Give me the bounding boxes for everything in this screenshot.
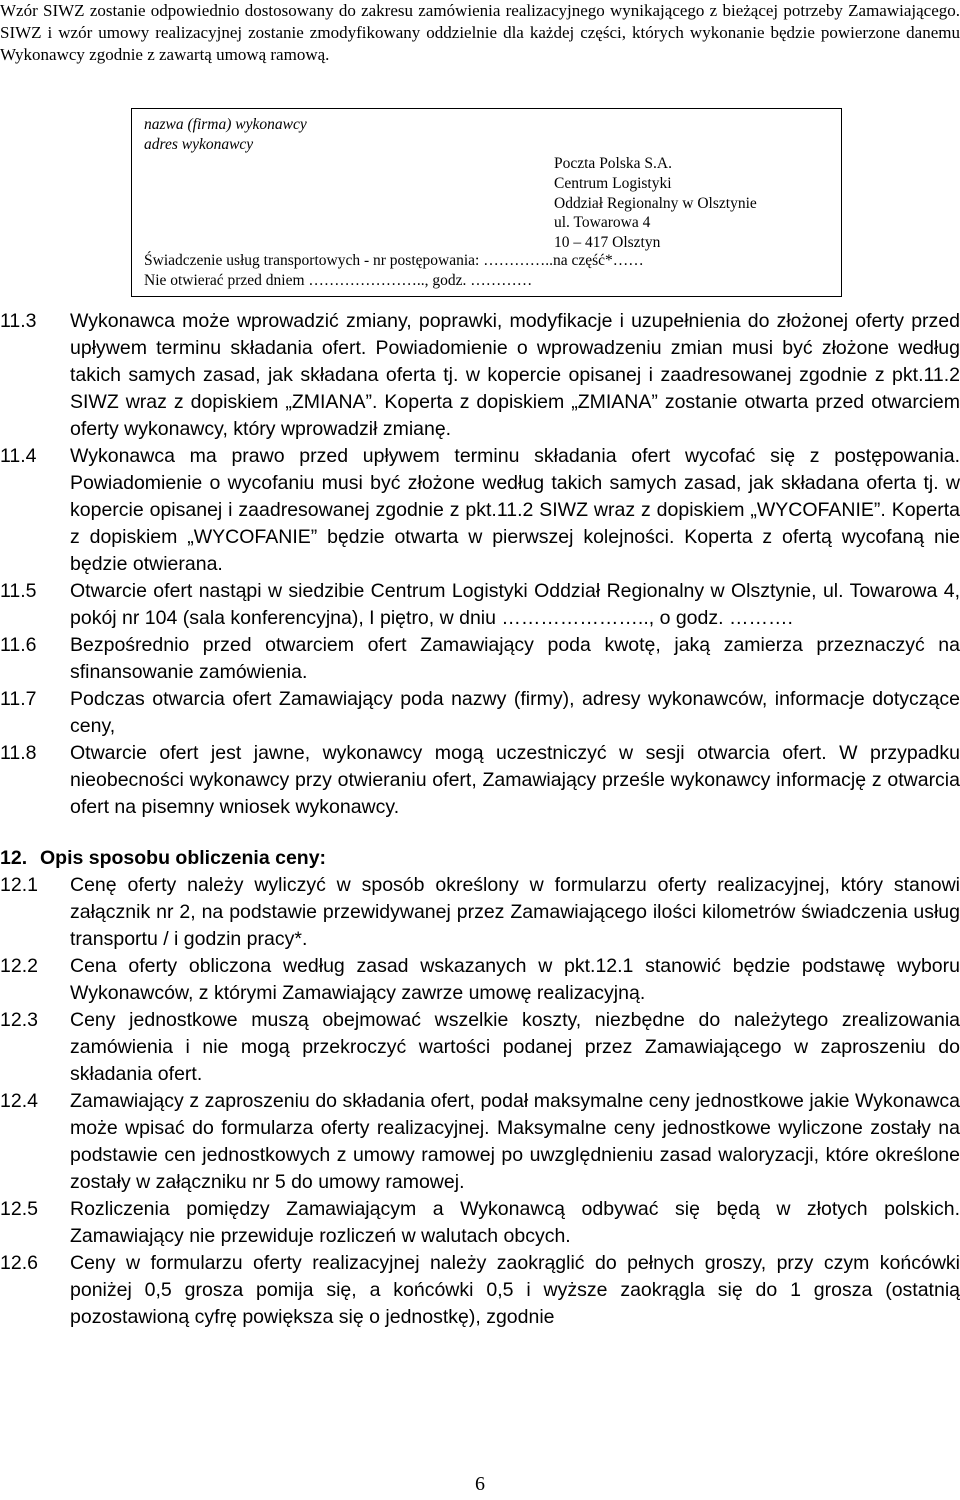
item-number: 12.3	[0, 1009, 38, 1031]
item-text: Ceny jednostkowe muszą obejmować wszelkie koszty, niezbędne do należytego zrealizowania zamówienia i nie mogą przekroczyć wartości podanej przez Zamawiającego w zaproszeniu do składania ofert.	[70, 1009, 960, 1085]
item-number: 11.4	[0, 445, 37, 467]
item-text: Wykonawca może wprowadzić zmiany, poprawki, modyfikacje i uzupełnienia do złożonej oferty przed upływem terminu składania ofert. Powiadomienie o wprowadzeniu zmian musi być złożone według takich samych zasad, jak składana oferta tj. w kopercie opisanej i zaadresowanej zgodnie z pkt.11.2 SIWZ wraz z dopiskiem „ZMIANA”. Koperta z dopiskiem „ZMIANA” zostanie otwarta przed otwarciem oferty wykonawcy, który wprowadził zmianę.	[70, 310, 960, 440]
item-text: Zamawiający z zaproszeniu do składania ofert, podał maksymalne ceny jednostkowe jakie Wykonawca może wpisać do formularza oferty realizacyjnej. Maksymalne ceny jednostkowe wyliczone zostały na podstawie cen jednostkowych z umowy ramowej po uwzględnieniu zasad waloryzacji, które określone zostały w załączniku nr 5 do umowy ramowej.	[70, 1090, 960, 1193]
envelope-template	[131, 108, 842, 297]
envelope-subject-block	[144, 251, 644, 291]
envelope-do-not-open: Nie otwierać przed dniem ………………….., godz. …………	[144, 271, 533, 289]
page-number: 6	[475, 1473, 485, 1495]
item-number: 11.5	[0, 580, 37, 602]
sender-name: nazwa (firma) wykonawcy	[144, 116, 307, 133]
envelope-subject: Świadczenie usług transportowych - nr postępowania: …………..na część*……	[144, 252, 644, 269]
item-text: Rozliczenia pomiędzy Zamawiającym a Wykonawcą odbywać się będą w złotych polskich. Zamawiający nie przewiduje rozliczeń w walutach obcych.	[70, 1198, 960, 1247]
item-number: 12.1	[0, 874, 38, 896]
recipient-line: 10 – 417 Olsztyn	[554, 234, 661, 252]
item-number: 12.5	[0, 1198, 38, 1220]
item-number: 12.2	[0, 955, 38, 977]
item-number: 11.7	[0, 688, 37, 710]
list-item	[0, 1196, 960, 1250]
item-text: Otwarcie ofert nastąpi w siedzibie Centrum Logistyki Oddział Regionalny w Olsztynie, ul. Towarowa 4, pokój nr 104 (sala konferencyjna), I piętro, w dniu ………………….., o godz. ……….	[70, 580, 960, 629]
list-item	[0, 1250, 960, 1331]
section-heading	[0, 845, 960, 872]
list-item	[0, 308, 960, 443]
sender-address: adres wykonawcy	[144, 135, 254, 153]
recipient-line: Poczta Polska S.A.	[554, 155, 672, 172]
section-title: Opis sposobu obliczenia ceny:	[40, 847, 327, 869]
item-number: 11.6	[0, 634, 37, 656]
list-item	[0, 953, 960, 1007]
recipient-line: Oddział Regionalny w Olsztynie	[554, 194, 757, 212]
item-number: 12.4	[0, 1090, 38, 1112]
item-text: Podczas otwarcia ofert Zamawiający poda nazwy (firmy), adresy wykonawców, informacje dotyczące ceny,	[70, 688, 960, 737]
intro-paragraph	[0, 0, 960, 66]
item-number: 11.3	[0, 310, 37, 332]
list-item	[0, 740, 960, 821]
list-item	[0, 686, 960, 740]
item-text: Cena oferty obliczona według zasad wskazanych w pkt.12.1 stanowić będzie podstawę wyboru Wykonawców, z którymi Zamawiający zawrze umowę realizacyjną.	[70, 955, 960, 1004]
recipient-line: Centrum Logistyki	[554, 174, 672, 192]
intro-text: Wzór SIWZ zostanie odpowiednio dostosowany do zakresu zamówienia realizacyjnego wynikającego z bieżącej potrzeby Zamawiającego. SIWZ i wzór umowy realizacyjnej zostanie zmodyfikowany oddzielnie dla każdej części, których wykonanie będzie powierzone danemu Wykonawcy zgodnie z zawartą umową ramową.	[0, 1, 960, 64]
list-item	[0, 1007, 960, 1088]
item-text: Cenę oferty należy wyliczyć w sposób określony w formularzu oferty realizacyjnej, który stanowi załącznik nr 2, na podstawie przewidywanej przez Zamawiającego ilości kilometrów świadczenia usług transportu / i godzin pracy*.	[70, 874, 960, 950]
list-item	[0, 632, 960, 686]
envelope-sender	[144, 115, 307, 155]
item-number: 12.6	[0, 1252, 38, 1274]
item-text: Ceny w formularzu oferty realizacyjnej należy zaokrąglić do pełnych groszy, przy czym końcówki poniżej 0,5 grosza pomija się, a końcówki 0,5 i wyższe zaokrągla się do 1 grosza (ostatnią pozostawioną cyfrę powiększa się o jednostkę), zgodnie	[70, 1252, 960, 1328]
main-content	[0, 308, 960, 1331]
list-item	[0, 443, 960, 578]
recipient-line: ul. Towarowa 4	[554, 214, 651, 232]
item-text: Bezpośrednio przed otwarciem ofert Zamawiający poda kwotę, jaką zamierza przeznaczyć na sfinansowanie zamówienia.	[70, 634, 960, 683]
item-text: Otwarcie ofert jest jawne, wykonawcy mogą uczestniczyć w sesji otwarcia ofert. W przypadku nieobecności wykonawcy przy otwieraniu ofert, Zamawiający prześle wykonawcy informację z otwarcia ofert na pisemny wniosek wykonawcy.	[70, 742, 960, 818]
item-number: 11.8	[0, 742, 37, 764]
section-number: 12.	[0, 847, 28, 869]
list-item	[0, 1088, 960, 1196]
envelope-recipient	[554, 154, 757, 253]
item-text: Wykonawca ma prawo przed upływem terminu składania ofert wycofać się z postępowania. Powiadomienie o wycofaniu musi być złożone według takich samych zasad, jak składana oferta tj. w kopercie opisanej i zaadresowanej zgodnie z pkt.11.2 SIWZ wraz z dopiskiem „WYCOFANIE”. Koperta z dopiskiem „WYCOFANIE” będzie otwarta w pierwszej kolejności. Koperta z ofertą wycofaną nie będzie otwierana.	[70, 445, 960, 575]
list-item	[0, 578, 960, 632]
list-item	[0, 872, 960, 953]
